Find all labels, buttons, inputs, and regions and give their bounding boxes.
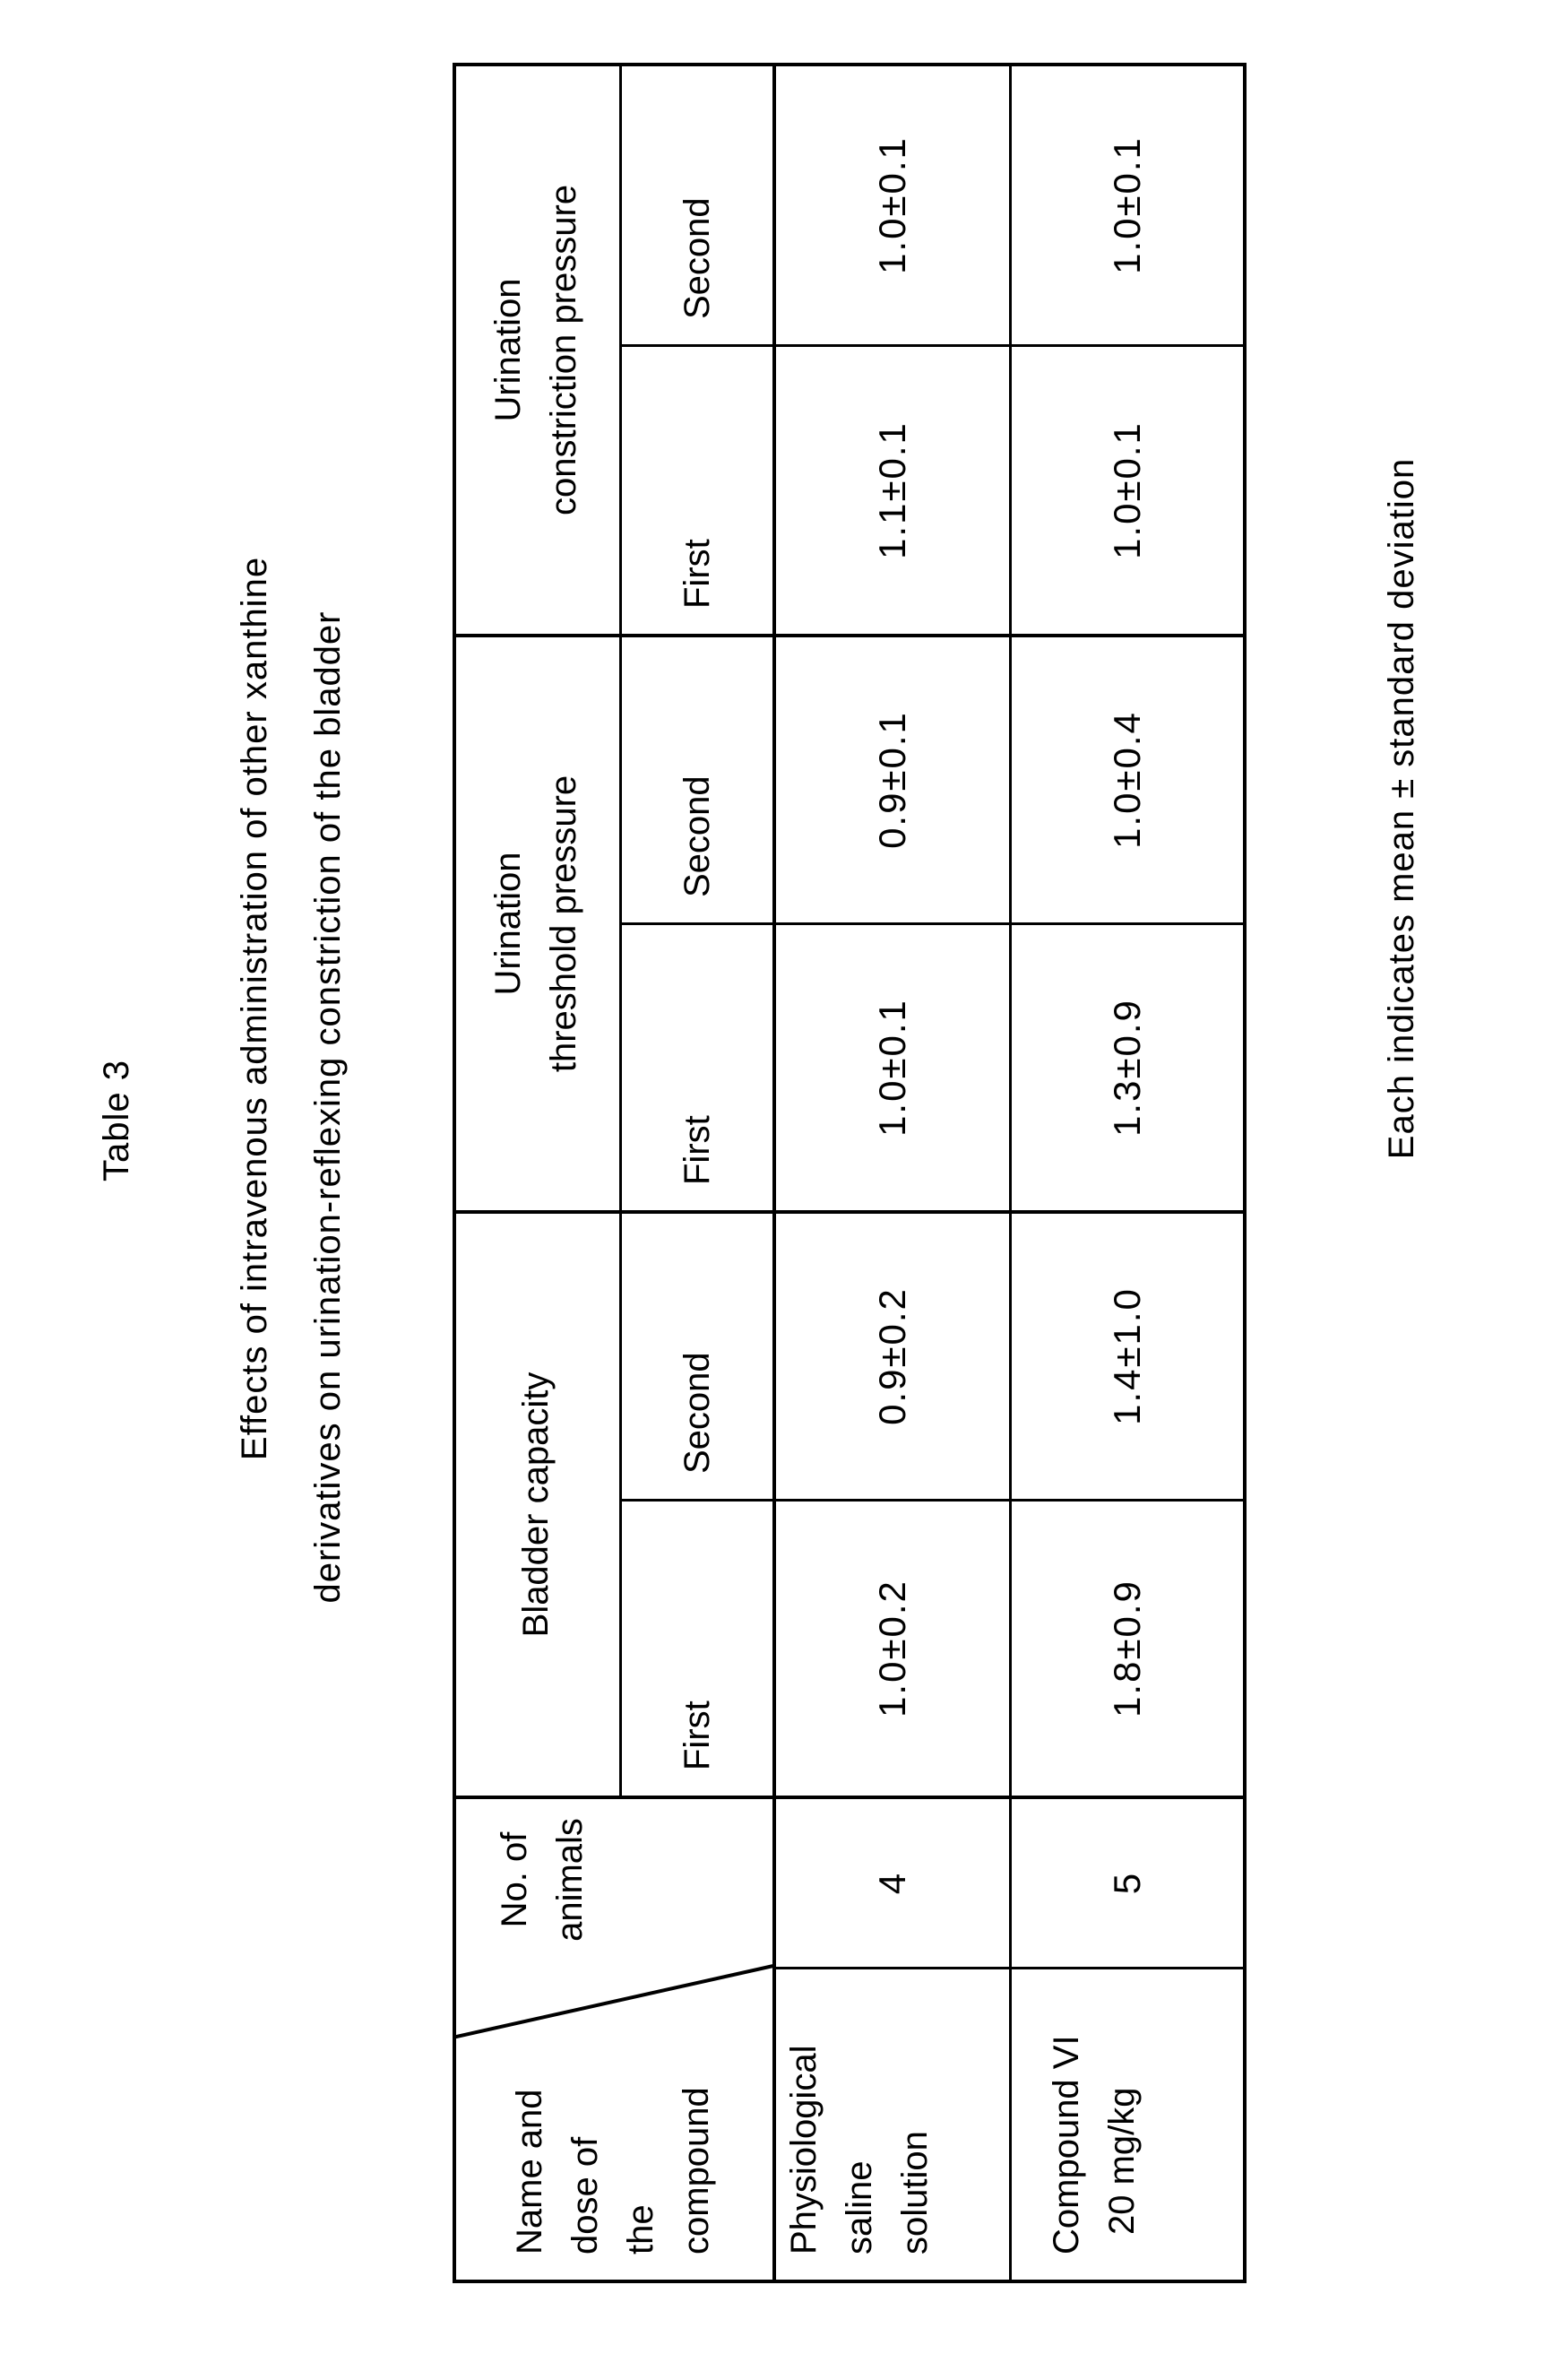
group-header-bladder <box>453 1214 619 1796</box>
row1-name <box>776 1969 1009 2280</box>
table-title-line-2: derivatives on urination-reflexing constriction of the bladder <box>308 610 348 1604</box>
row2-value: 1.3±0.9 <box>1106 999 1148 1137</box>
row2-value: 1.0±0.1 <box>1106 136 1148 274</box>
corner-col-header-line: No. of <box>495 1831 534 1928</box>
row1-value: 1.0±0.1 <box>871 999 913 1137</box>
group-header-line: threshold pressure <box>544 775 583 1073</box>
row1-value: 1.0±0.2 <box>871 1579 913 1718</box>
corner-row-header-line: Name and <box>509 2089 549 2255</box>
group-header-line: constriction pressure <box>544 184 583 516</box>
row1-value: 1.1±0.1 <box>871 421 913 559</box>
data-table <box>453 63 1247 2283</box>
row2-value: 1.4±1.0 <box>1106 1287 1148 1425</box>
row2-animals: 5 <box>1106 1871 1148 1895</box>
row-name-line: Physiological <box>784 2045 824 2255</box>
row2-name <box>1012 1969 1243 2280</box>
table-border-bottom <box>1243 63 1247 2283</box>
subheader-bladder-first: First <box>677 1701 717 1770</box>
row2-value: 1.8±0.9 <box>1106 1579 1148 1718</box>
corner-row-header-line: dose of <box>565 2136 605 2255</box>
corner-col-header <box>453 1799 632 1960</box>
row-name-line: solution <box>895 2131 935 2255</box>
row-name-line: 20 mg/kg <box>1102 2087 1142 2235</box>
row2-value: 1.0±0.4 <box>1106 711 1148 849</box>
row2-value: 1.0±0.1 <box>1106 421 1148 559</box>
group-header-line: Urination <box>488 278 528 422</box>
subheader-threshold-first: First <box>677 1115 717 1185</box>
subheader-threshold-second: Second <box>677 775 717 897</box>
row-name-line: Compound VI <box>1047 2035 1086 2255</box>
row-name-line: saline <box>840 2160 879 2255</box>
corner-row-header <box>453 2011 772 2280</box>
corner-row-header-line: compound <box>676 2087 716 2255</box>
group-header-line: Urination <box>488 852 528 996</box>
subheader-constriction-second: Second <box>677 197 717 319</box>
group-header-constriction <box>453 66 619 634</box>
table-title-line-1: Effects of intravenous administration of other xanthine <box>235 556 274 1461</box>
table-number: Table 3 <box>97 1060 136 1181</box>
corner-col-header-line: animals <box>550 1818 590 1942</box>
row1-animals: 4 <box>871 1871 913 1895</box>
row1-value: 0.9±0.2 <box>871 1287 913 1425</box>
group-header-threshold <box>453 637 619 1210</box>
row1-value: 1.0±0.1 <box>871 136 913 274</box>
row1-value: 0.9±0.1 <box>871 711 913 849</box>
subheader-bladder-second: Second <box>677 1352 717 1474</box>
subheader-constriction-first: First <box>677 539 717 609</box>
table-footnote: Each indicates mean ± standard deviation <box>1382 457 1421 1160</box>
corner-row-header-line: the <box>620 2204 660 2255</box>
group-header-line: Bladder capacity <box>516 1372 556 1638</box>
